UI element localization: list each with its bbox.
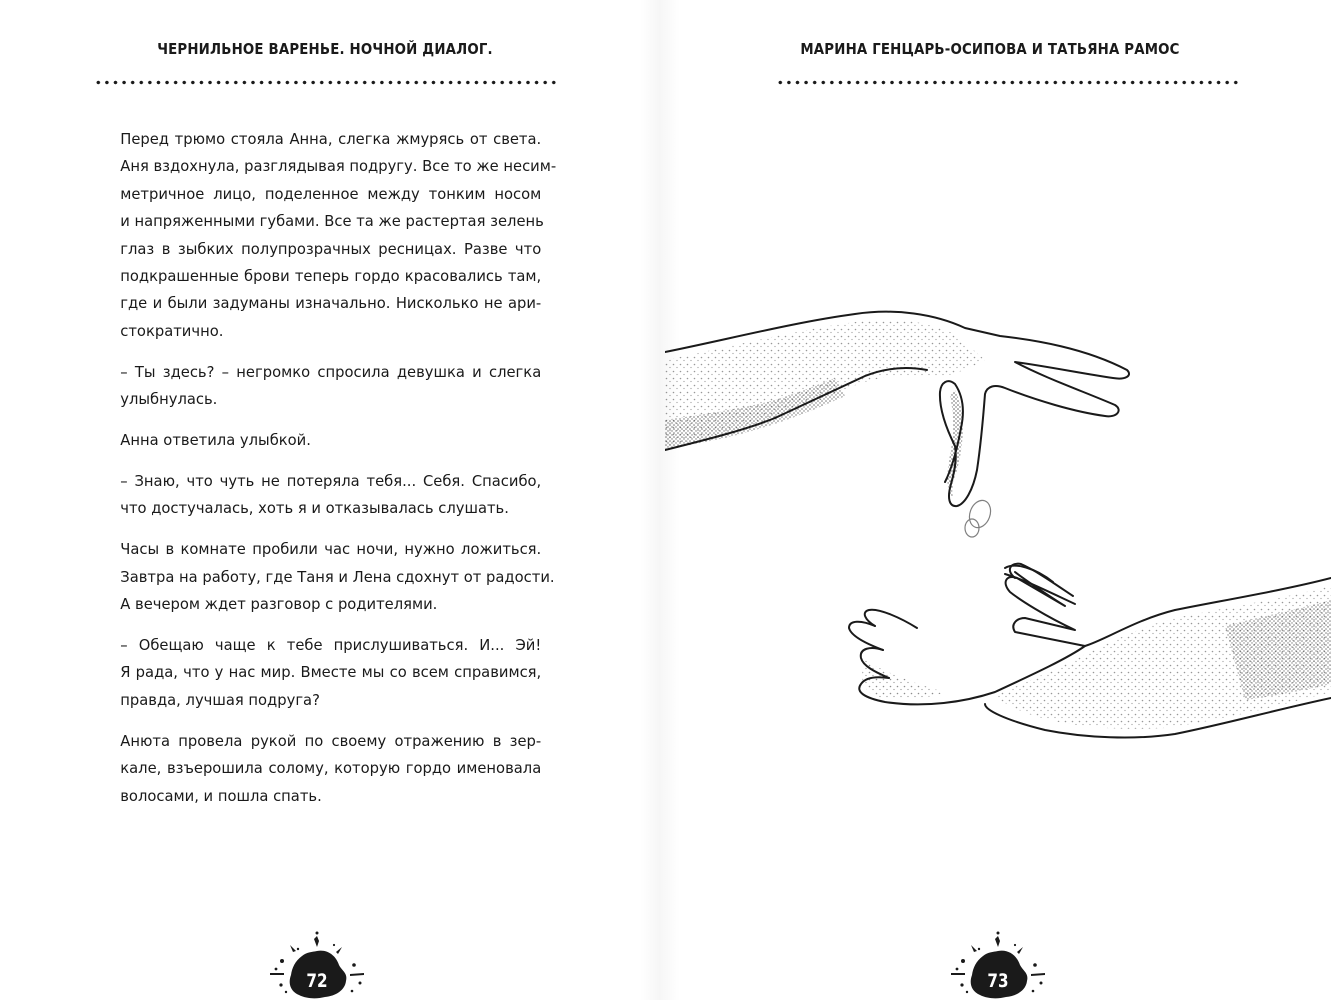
text-line: кале, взъерошила солому, которую гордо именовала	[120, 759, 542, 778]
right-page	[665, 0, 1331, 1000]
text-line: и напряженными губами. Все та же растертая зелень	[120, 212, 544, 231]
text-line: Перед трюмо стояла Анна, слегка жмурясь от света.	[120, 130, 542, 148]
text-line: что достучалась, хоть я и отказывалась слушать.	[120, 499, 509, 518]
paragraph	[96, 126, 557, 345]
paragraph	[96, 427, 541, 454]
text-line: глаз в зыбких полупрозрачных ресницах. Разве что	[120, 239, 542, 258]
text-line: стократично.	[120, 321, 224, 340]
text-line: Аня вздохнула, разглядывая подругу. Все то же несим-	[120, 157, 557, 176]
page-number-label: 73	[987, 970, 1009, 992]
text-line: Анна ответила улыбкой.	[120, 431, 311, 450]
text-line: волосами, и пошла спать.	[120, 786, 322, 805]
text-line: правда, лучшая подруга?	[120, 690, 320, 709]
hands-ring-icon	[665, 300, 1331, 770]
text-line: где и были задуманы изначально. Нисколько не ари-	[120, 294, 542, 313]
text-line: Часы в комнате пробили час ночи, нужно ложиться.	[120, 540, 542, 559]
left-page	[0, 0, 650, 1000]
hands-illustration	[665, 300, 1331, 770]
paragraph	[96, 468, 541, 523]
page-number-label: 72	[306, 970, 328, 992]
text-line: улыбнулась.	[120, 390, 218, 409]
body-text	[96, 126, 557, 823]
page-number-72	[262, 925, 372, 1000]
text-line: Я рада, что у нас мир. Вместе мы со всем справимся,	[120, 663, 542, 682]
text-line: Завтра на работу, где Таня и Лена сдохнут от радости.	[120, 567, 555, 586]
text-line: – Знаю, что чуть не потеряла тебя... Себя. Спасибо,	[120, 471, 542, 490]
page-number-73	[943, 925, 1053, 1000]
text-line: подкрашенные брови теперь гордо красовались там,	[120, 267, 542, 286]
dotted-rule-right	[776, 80, 1242, 85]
running-head-left: ЧЕРНИЛЬНОЕ ВАРЕНЬЕ. НОЧНОЙ ДИАЛОГ.	[157, 40, 493, 58]
text-line: – Обещаю чаще к тебе прислушиваться. И... Эй!	[120, 636, 542, 654]
running-head-right: МАРИНА ГЕНЦАРЬ-ОСИПОВА И ТАТЬЯНА РАМОС	[800, 40, 1180, 58]
ring-icon	[965, 497, 994, 537]
paragraph	[96, 359, 541, 414]
dotted-rule-left	[94, 80, 558, 85]
text-line: – Ты здесь? – негромко спросила девушка и слегка	[120, 362, 542, 381]
text-line: Анюта провела рукой по своему отражению в зер-	[120, 731, 542, 750]
paragraph	[96, 728, 541, 810]
paragraph	[96, 536, 555, 618]
paragraph	[96, 632, 541, 714]
text-line: метричное лицо, поделенное между тонким носом	[120, 184, 542, 203]
text-line: А вечером ждет разговор с родителями.	[120, 595, 438, 614]
